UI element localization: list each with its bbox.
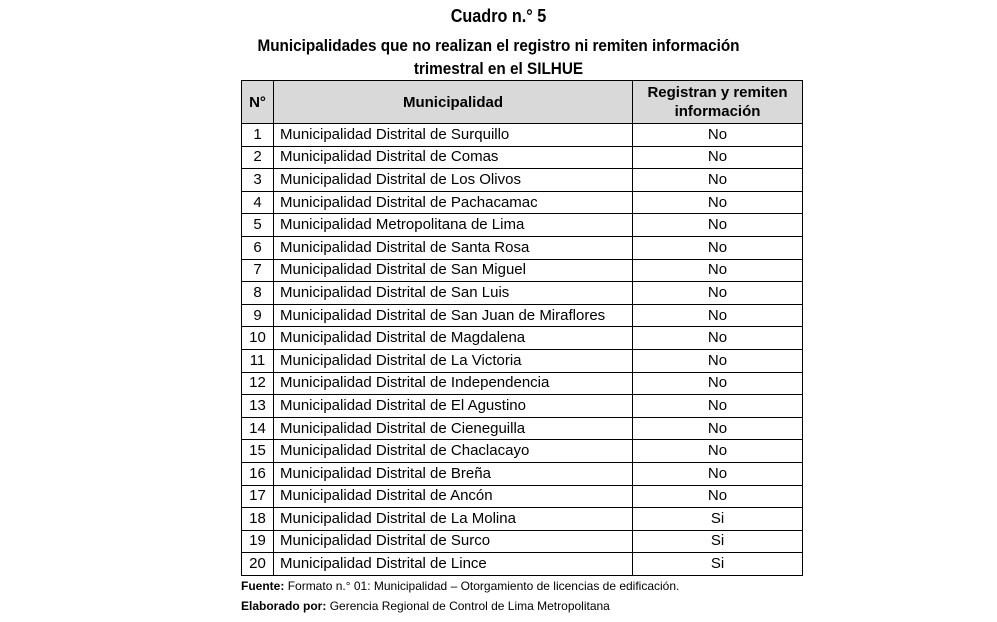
row-municipality: Municipalidad Distrital de San Miguel: [274, 259, 633, 282]
row-municipality: Municipalidad Distrital de Cieneguilla: [274, 417, 633, 440]
row-municipality: Municipalidad Distrital de Ancón: [274, 485, 633, 508]
table-row: [242, 372, 803, 395]
table-row: [242, 146, 803, 169]
row-registers: No: [633, 169, 803, 192]
table-header-row: [242, 81, 803, 124]
row-number: 3: [242, 169, 274, 192]
row-municipality: Municipalidad Distrital de El Agustino: [274, 395, 633, 418]
table-row: [242, 508, 803, 531]
row-number: 8: [242, 282, 274, 305]
row-number: 5: [242, 214, 274, 237]
prepared-label: Elaborado por:: [241, 599, 327, 613]
row-number: 6: [242, 236, 274, 259]
row-number: 17: [242, 485, 274, 508]
row-registers: Si: [633, 530, 803, 553]
row-number: 12: [242, 372, 274, 395]
row-number: 15: [242, 440, 274, 463]
source-text: Formato n.° 01: Municipalidad – Otorgamiento de licencias de edificación.: [287, 579, 680, 593]
row-registers: No: [633, 462, 803, 485]
row-municipality: Municipalidad Distrital de Surco: [274, 530, 633, 553]
row-registers: Si: [633, 553, 803, 576]
row-registers: No: [633, 485, 803, 508]
row-municipality: Municipalidad Distrital de Breña: [274, 462, 633, 485]
table-row: [242, 124, 803, 147]
source-label: Fuente:: [241, 579, 285, 593]
row-registers: No: [633, 146, 803, 169]
row-registers: No: [633, 282, 803, 305]
row-municipality: Municipalidad Distrital de Santa Rosa: [274, 236, 633, 259]
table-subtitle-line-1: Municipalidades que no realizan el registro ni remiten información: [257, 36, 740, 55]
row-registers: No: [633, 236, 803, 259]
row-municipality: Municipalidad Distrital de Pachacamac: [274, 191, 633, 214]
table-subtitle-line-2: trimestral en el SILHUE: [413, 59, 584, 78]
row-municipality: Municipalidad Distrital de Surquillo: [274, 124, 633, 147]
row-municipality: Municipalidad Distrital de Independencia: [274, 372, 633, 395]
row-municipality: Municipalidad Distrital de San Luis: [274, 282, 633, 305]
row-municipality: Municipalidad Distrital de Lince: [274, 553, 633, 576]
row-registers: Si: [633, 508, 803, 531]
row-registers: No: [633, 124, 803, 147]
source-note: [241, 579, 679, 593]
row-registers: No: [633, 191, 803, 214]
table-row: [242, 462, 803, 485]
table-row: [242, 169, 803, 192]
table-row: [242, 259, 803, 282]
header-number: N°: [242, 81, 274, 124]
table-row: [242, 417, 803, 440]
table-row: [242, 236, 803, 259]
row-number: 2: [242, 146, 274, 169]
municipalities-table: [241, 80, 803, 576]
prepared-by-note: [241, 599, 610, 613]
row-number: 20: [242, 553, 274, 576]
table-row: [242, 327, 803, 350]
row-municipality: Municipalidad Distrital de Chaclacayo: [274, 440, 633, 463]
row-registers: No: [633, 417, 803, 440]
table-row: [242, 440, 803, 463]
row-municipality: Municipalidad Distrital de Los Olivos: [274, 169, 633, 192]
row-municipality: Municipalidad Distrital de La Molina: [274, 508, 633, 531]
table-row: [242, 349, 803, 372]
table-row: [242, 191, 803, 214]
row-registers: No: [633, 259, 803, 282]
row-number: 19: [242, 530, 274, 553]
table-row: [242, 214, 803, 237]
row-municipality: Municipalidad Distrital de La Victoria: [274, 349, 633, 372]
row-registers: No: [633, 440, 803, 463]
row-number: 13: [242, 395, 274, 418]
row-registers: No: [633, 395, 803, 418]
row-registers: No: [633, 349, 803, 372]
row-municipality: Municipalidad Distrital de Comas: [274, 146, 633, 169]
row-municipality: Municipalidad Metropolitana de Lima: [274, 214, 633, 237]
table-row: [242, 395, 803, 418]
row-municipality: Municipalidad Distrital de Magdalena: [274, 327, 633, 350]
row-number: 1: [242, 124, 274, 147]
row-registers: No: [633, 372, 803, 395]
row-number: 4: [242, 191, 274, 214]
row-number: 16: [242, 462, 274, 485]
table-row: [242, 530, 803, 553]
table-row: [242, 304, 803, 327]
row-registers: No: [633, 214, 803, 237]
table-title: Cuadro n.° 5: [450, 6, 547, 26]
header-municipality: Municipalidad: [274, 81, 633, 124]
row-number: 18: [242, 508, 274, 531]
row-number: 7: [242, 259, 274, 282]
header-registers: Registran y remiten información: [633, 81, 803, 124]
row-number: 10: [242, 327, 274, 350]
row-registers: No: [633, 304, 803, 327]
row-registers: No: [633, 327, 803, 350]
table-row: [242, 282, 803, 305]
prepared-text: Gerencia Regional de Control de Lima Metropolitana: [329, 599, 610, 613]
table-row: [242, 485, 803, 508]
table-row: [242, 553, 803, 576]
row-number: 11: [242, 349, 274, 372]
row-number: 9: [242, 304, 274, 327]
row-number: 14: [242, 417, 274, 440]
row-municipality: Municipalidad Distrital de San Juan de Miraflores: [274, 304, 633, 327]
